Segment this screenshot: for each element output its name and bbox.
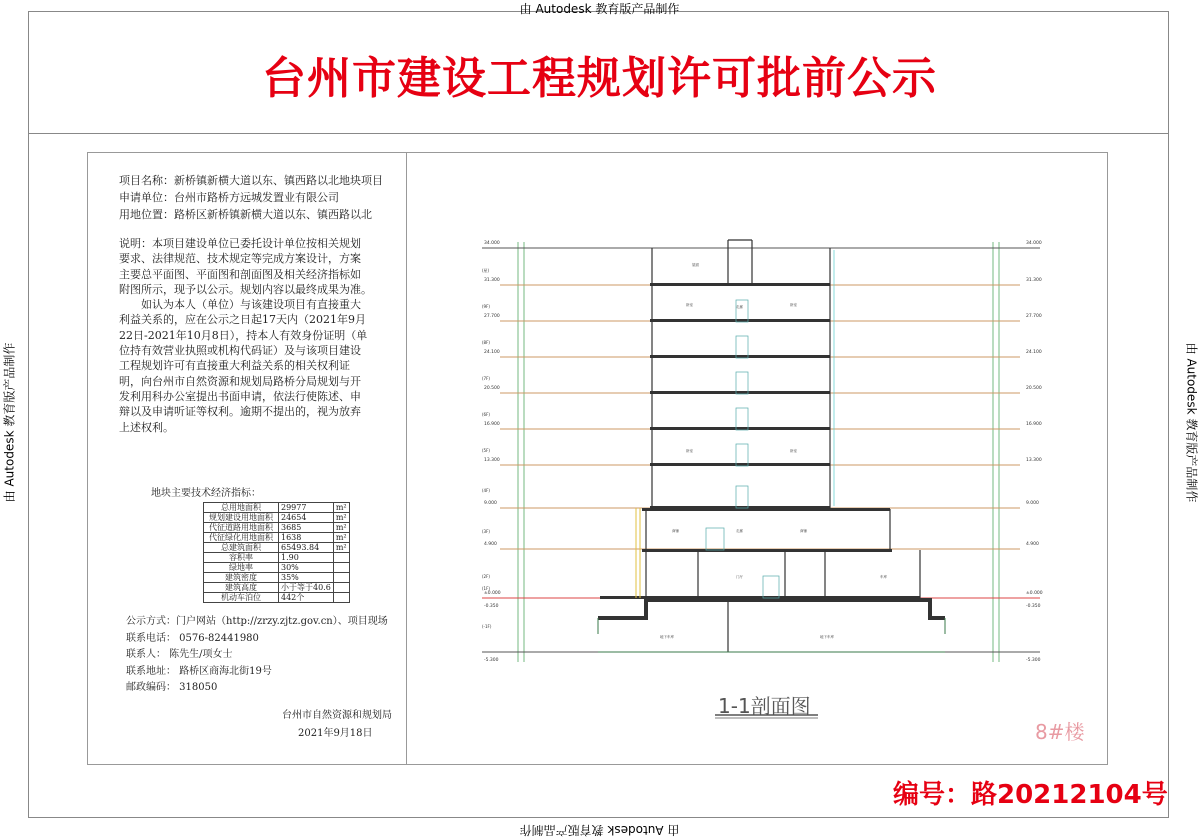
notice-line: 辩以及申请听证等权利。逾期不提出的，视为放弃 <box>119 405 361 419</box>
watermark-top: 由 Autodesk 教育版产品制作 <box>519 2 680 16</box>
elev-label: 27.700 <box>484 314 500 319</box>
watermark-bottom: 由 Autodesk 教育版产品制作 <box>519 823 680 837</box>
notice-text <box>119 236 372 435</box>
contact-address: 联系地址： 路桥区商海北街19号 <box>126 665 272 677</box>
elev-label: 4.900 <box>1026 542 1039 547</box>
floor-tag: (2F) <box>482 574 490 579</box>
elev-label: 4.900 <box>484 542 497 547</box>
table-row: 代征道路用地面积 3685 m² <box>204 523 350 533</box>
section-title: 1-1剖面图 <box>718 694 811 718</box>
elev-label: 16.900 <box>1026 422 1042 427</box>
elev-label: 31.300 <box>1026 278 1042 283</box>
land-location: 用地位置：路桥区新桥镇新横大道以东、镇西路以北 <box>119 208 372 221</box>
table-row: 容积率 1.90 <box>204 553 350 563</box>
notice-line: 上述权利。 <box>119 420 174 434</box>
elev-label: -5.300 <box>484 658 499 663</box>
tech-table <box>203 502 350 603</box>
elev-label: 13.300 <box>1026 458 1042 463</box>
table-row: 建筑密度 35% <box>204 573 350 583</box>
watermark-right: 由 Autodesk 教育版产品制作 <box>1184 342 1199 503</box>
elev-label: 27.700 <box>1026 314 1042 319</box>
floor-tag: (-1F) <box>482 624 492 629</box>
publish-method: 公示方式：门户网站（http://zrzy.zjtz.gov.cn）、项目现场 <box>126 616 388 627</box>
notice-line: 要求、法律规范、技术规定等完成方案设计，方案 <box>119 252 361 266</box>
notice-line: 发利用科办公室提出书面申请，依法行使陈述、申 <box>119 389 361 403</box>
notice-line: 明，向台州市自然资源和规划局路桥分局规划与开 <box>119 374 361 388</box>
table-row: 总用地面积 29977 m² <box>204 503 350 513</box>
floor-tag: (1F) <box>482 586 490 591</box>
room-label: 卧室 <box>790 303 797 307</box>
section-drawing <box>460 230 1060 670</box>
notice-line: 位持有效营业执照或机构代码证）及与该项目建设 <box>119 344 361 358</box>
elev-label: -0.350 <box>484 604 499 609</box>
elev-label: 20.500 <box>484 386 500 391</box>
elev-label: 34.000 <box>484 241 500 246</box>
room-label: 地下车库 <box>820 635 834 639</box>
room-label: 卧室 <box>790 449 797 453</box>
table-row: 建筑高度 小于等于40.6 <box>204 583 350 593</box>
postcode: 邮政编码： 318050 <box>126 682 218 693</box>
elev-label: 9.000 <box>484 501 497 506</box>
elev-label: -5.300 <box>1026 658 1041 663</box>
elev-label: 34.000 <box>1026 241 1042 246</box>
table-row: 绿地率 30% <box>204 563 350 573</box>
table-row: 规划建设用地面积 24654 m² <box>204 513 350 523</box>
room-label: 卧室 <box>686 449 693 453</box>
room-label: 走廊 <box>736 529 743 533</box>
floor-tag: (9F) <box>482 304 490 309</box>
floor-tag: (6F) <box>482 412 490 417</box>
room-label: 屋面 <box>692 263 699 267</box>
contact-person: 联系人： 陈先生/项女士 <box>126 649 233 660</box>
room-label: 车库 <box>880 575 887 579</box>
floor-tag: (屋) <box>482 268 490 273</box>
table-row: 总建筑面积 65493.84 m² <box>204 543 350 553</box>
contact-info <box>126 614 388 697</box>
elev-label: -0.350 <box>1026 604 1041 609</box>
floor-tag: (4F) <box>482 488 490 493</box>
elev-label: 9.000 <box>1026 501 1039 506</box>
notice-line: 22日-2021年10月8日），持本人有效身份证明（单 <box>119 328 368 342</box>
notice-line: 利益关系的，应在公示之日起17天内（2021年9月 <box>119 313 366 327</box>
applicant: 申请单位：台州市路桥方远城发置业有限公司 <box>119 191 339 204</box>
signature-org: 台州市自然资源和规划局 <box>282 710 392 721</box>
floor-tag: (7F) <box>482 376 490 381</box>
contact-phone: 联系电话： 0576-82441980 <box>126 632 259 644</box>
floor-tag: (8F) <box>482 340 490 345</box>
watermark-left: 由 Autodesk 教育版产品制作 <box>2 342 17 503</box>
table-row: 代征绿化用地面积 1638 m² <box>204 533 350 543</box>
building-label: 8#楼 <box>1035 720 1085 744</box>
elev-label: 24.100 <box>1026 350 1042 355</box>
elev-label: 31.300 <box>484 278 500 283</box>
table-row: 机动车泊位 442个 <box>204 593 350 603</box>
page-title: 台州市建设工程规划许可批前公示 <box>262 53 937 104</box>
notice-line: 如认为本人（单位）与该建设项目有直接重大 <box>119 298 361 312</box>
room-label: 商铺 <box>672 529 679 533</box>
section-title-underline <box>715 714 820 720</box>
elev-label: 20.500 <box>1026 386 1042 391</box>
tech-heading: 地块主要技术经济指标： <box>151 488 261 499</box>
elev-label: ±0.000 <box>484 591 501 596</box>
room-label: 地下车库 <box>660 635 674 639</box>
room-label: 商铺 <box>800 529 807 533</box>
elev-label: 13.300 <box>484 458 500 463</box>
elev-label: 16.900 <box>484 422 500 427</box>
serial-number: 编号：路20212104号 <box>893 780 1168 810</box>
project-name: 项目名称：新桥镇新横大道以东、镇西路以北地块项目 <box>119 174 383 187</box>
notice-line: 工程规划许可有直接重大利益关系的相关权利证 <box>119 359 350 373</box>
floor-tag: (5F) <box>482 448 490 453</box>
floor-tag: (3F) <box>482 529 490 534</box>
room-label: 门厅 <box>736 575 743 579</box>
signature-date: 2021年9月18日 <box>298 728 373 739</box>
room-label: 走廊 <box>736 305 743 309</box>
notice-line: 附图所示，现予以公示。规划内容以最终成果为准。 <box>119 282 372 296</box>
room-label: 卧室 <box>686 303 693 307</box>
notice-line: 说明：本项目建设单位已委托设计单位按相关规划 <box>119 237 361 250</box>
project-info <box>119 172 383 223</box>
notice-line: 主要总平面图、平面图和剖面图及相关经济指标如 <box>119 267 361 281</box>
elev-label: 24.100 <box>484 350 500 355</box>
elev-label: ±0.000 <box>1026 591 1043 596</box>
